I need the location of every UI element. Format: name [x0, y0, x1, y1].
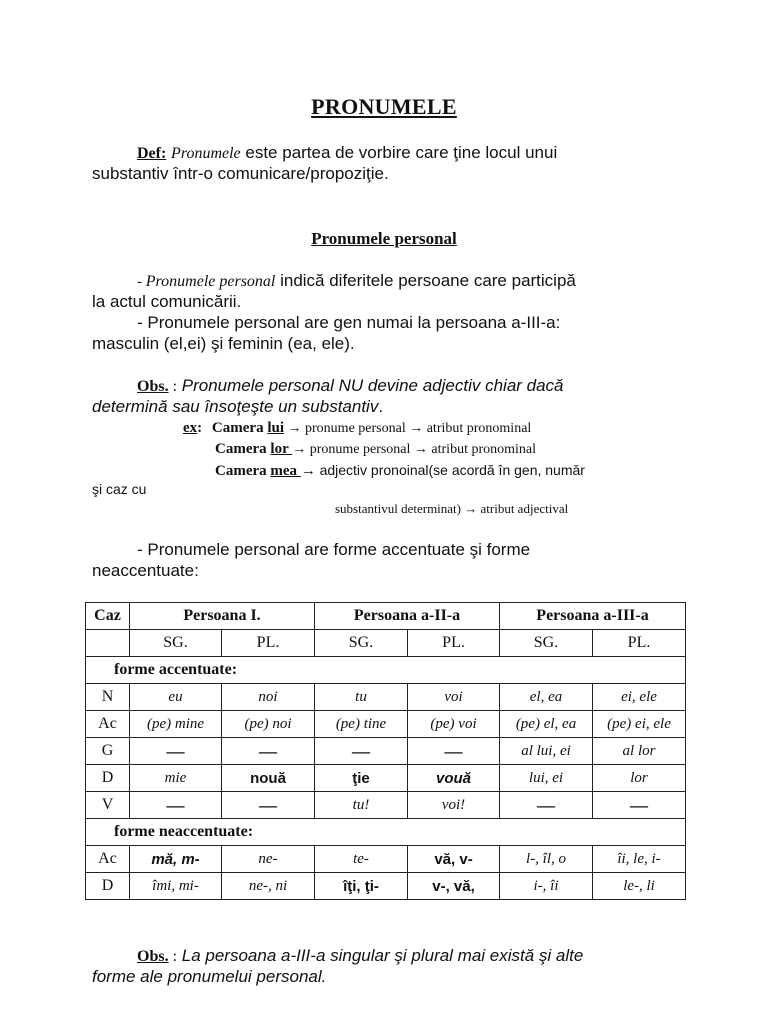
example-3-last: substantivul determinat) → atribut adjectival — [335, 501, 569, 516]
obs-2-line-2: forme ale pronumelui personal. — [92, 967, 327, 986]
table-row — [86, 738, 686, 765]
example-2-word: Camera — [215, 441, 271, 457]
bullet-2-line-2: masculin (el,ei) şi feminin (ea, ele). — [92, 334, 355, 353]
example-3-continuation: şi caz cu — [92, 481, 147, 497]
pronoun-cell: îmi, mi- — [130, 873, 222, 900]
pronoun-cell: (pe) el, ea — [500, 711, 593, 738]
forms-intro-line-1: - Pronumele personal are forme accentuate şi forme — [137, 540, 531, 559]
case-cell: Ac — [86, 711, 130, 738]
forms-intro-line-2: neaccentuate: — [92, 561, 199, 580]
case-cell: Ac — [86, 846, 130, 873]
pronoun-cell: îţi, ţi- — [315, 873, 408, 900]
example-1 — [183, 420, 531, 437]
case-cell: N — [86, 684, 130, 711]
definition-line-1 — [137, 143, 557, 163]
pronoun-cell: ne- — [222, 846, 315, 873]
pronoun-cell: noi — [222, 684, 315, 711]
obs-2-line-1 — [137, 946, 583, 966]
definition-text-2: substantiv într-o comunicare/propoziţie. — [92, 164, 389, 183]
definition-text-1: este partea de vorbire care ţine locul unui — [240, 143, 558, 162]
obs-1-line-1 — [137, 376, 564, 396]
obs-1-line-2 — [92, 397, 383, 417]
pronoun-cell: i-, îi — [500, 873, 593, 900]
pronoun-cell: — — [222, 792, 315, 819]
bullet-1-line-2: la actul comunicării. — [92, 292, 242, 311]
page-title: PRONUMELE — [311, 94, 457, 119]
example-label: ex — [183, 420, 198, 436]
pronoun-cell: — — [500, 792, 593, 819]
pronoun-cell: l-, îl, o — [500, 846, 593, 873]
pronoun-cell: — — [222, 738, 315, 765]
case-cell: G — [86, 738, 130, 765]
table-header-row — [86, 603, 686, 630]
section-row-stressed — [86, 657, 686, 684]
number-cell: SG. — [500, 630, 593, 657]
number-cell: SG. — [315, 630, 408, 657]
obs-2-text-1: La persoana a-III-a singular şi plural mai există şi alte — [177, 946, 584, 965]
table-number-row — [86, 630, 686, 657]
example-2-pronoun: lor — [270, 441, 293, 457]
pronoun-cell: (pe) tine — [315, 711, 408, 738]
obs-1-dot: . — [378, 397, 384, 416]
example-1-rest: → pronume personal → atribut pronominal — [284, 421, 532, 436]
bullet-1-term: Pronumele personal — [145, 273, 276, 290]
case-cell: D — [86, 765, 130, 792]
table-row — [86, 846, 686, 873]
empty-cell — [86, 630, 130, 657]
pronoun-cell: (pe) noi — [222, 711, 315, 738]
case-cell: D — [86, 873, 130, 900]
bullet-1-text: indică diferitele persoane care participă — [275, 271, 576, 290]
example-3-pronoun: mea — [270, 463, 301, 479]
pronoun-cell: mie — [130, 765, 222, 792]
pronoun-cell: te- — [315, 846, 408, 873]
pronoun-cell: — — [408, 738, 500, 765]
example-2-rest: → pronume personal → atribut pronominal — [292, 442, 537, 457]
pronoun-cell: lor — [593, 765, 686, 792]
example-2 — [215, 441, 536, 458]
header-person-1: Persoana I. — [130, 603, 315, 630]
pronoun-cell: nouă — [222, 765, 315, 792]
number-cell: PL. — [222, 630, 315, 657]
pronoun-cell: lui, ei — [500, 765, 593, 792]
bullet-1-dash: - — [137, 274, 146, 290]
pronoun-cell: voi! — [408, 792, 500, 819]
table-row — [86, 711, 686, 738]
pronoun-cell: — — [130, 792, 222, 819]
example-3-rest: adjectiv pronoinal(se acordă în gen, număr — [319, 462, 585, 478]
example-3-word: Camera — [215, 463, 271, 479]
pronoun-table — [85, 602, 686, 900]
pronoun-cell: al lui, ei — [500, 738, 593, 765]
obs-2-label: Obs. — [137, 948, 169, 965]
pronoun-cell: tu! — [315, 792, 408, 819]
section-subtitle: Pronumele personal — [311, 229, 457, 248]
pronoun-cell: — — [593, 792, 686, 819]
pronoun-cell: el, ea — [500, 684, 593, 711]
table-row — [86, 873, 686, 900]
pronoun-cell: le-, li — [593, 873, 686, 900]
obs-2-colon: : — [168, 948, 178, 965]
number-cell: PL. — [408, 630, 500, 657]
bullet-1-line-1 — [137, 271, 576, 291]
case-cell: V — [86, 792, 130, 819]
table-row — [86, 684, 686, 711]
definition-term: Pronumele — [171, 145, 241, 162]
pronoun-cell: voi — [408, 684, 500, 711]
pronoun-cell: (pe) ei, ele — [593, 711, 686, 738]
section-label-unstressed: forme neaccentuate: — [86, 819, 686, 846]
example-3-arrow: → — [300, 463, 320, 479]
pronoun-cell: îi, le, i- — [593, 846, 686, 873]
section-row-unstressed — [86, 819, 686, 846]
pronoun-cell: eu — [130, 684, 222, 711]
pronoun-cell: — — [315, 738, 408, 765]
example-1-pronoun: lui — [267, 420, 285, 436]
pronoun-cell: ne-, ni — [222, 873, 315, 900]
pronoun-cell: (pe) mine — [130, 711, 222, 738]
pronoun-cell: vă, v- — [408, 846, 500, 873]
obs-1-text-2: determină sau însoţeşte un substantiv — [92, 397, 379, 416]
header-case: Caz — [86, 603, 130, 630]
obs-1-text-1: Pronumele personal NU devine adjectiv chiar dacă — [177, 376, 564, 395]
pronoun-cell: — — [130, 738, 222, 765]
pronoun-cell: vouă — [408, 765, 500, 792]
bullet-2-line-1: - Pronumele personal are gen numai la persoana a-III-a: — [137, 313, 561, 332]
obs-1-label: Obs. — [137, 378, 169, 395]
table-row — [86, 765, 686, 792]
example-colon: : — [197, 420, 203, 436]
table-row — [86, 792, 686, 819]
section-label-stressed: forme accentuate: — [86, 657, 686, 684]
pronoun-cell: tu — [315, 684, 408, 711]
obs-1-colon: : — [168, 378, 178, 395]
number-cell: SG. — [130, 630, 222, 657]
pronoun-cell: ţie — [315, 765, 408, 792]
example-1-word: Camera — [211, 420, 268, 436]
pronoun-cell: (pe) voi — [408, 711, 500, 738]
number-cell: PL. — [593, 630, 686, 657]
example-3 — [215, 462, 585, 480]
header-person-2: Persoana a-II-a — [315, 603, 500, 630]
pronoun-cell: v-, vă, — [408, 873, 500, 900]
pronoun-cell: al lor — [593, 738, 686, 765]
pronoun-cell: ei, ele — [593, 684, 686, 711]
pronoun-cell: mă, m- — [130, 846, 222, 873]
header-person-3: Persoana a-III-a — [500, 603, 686, 630]
definition-label: Def: — [137, 145, 167, 162]
